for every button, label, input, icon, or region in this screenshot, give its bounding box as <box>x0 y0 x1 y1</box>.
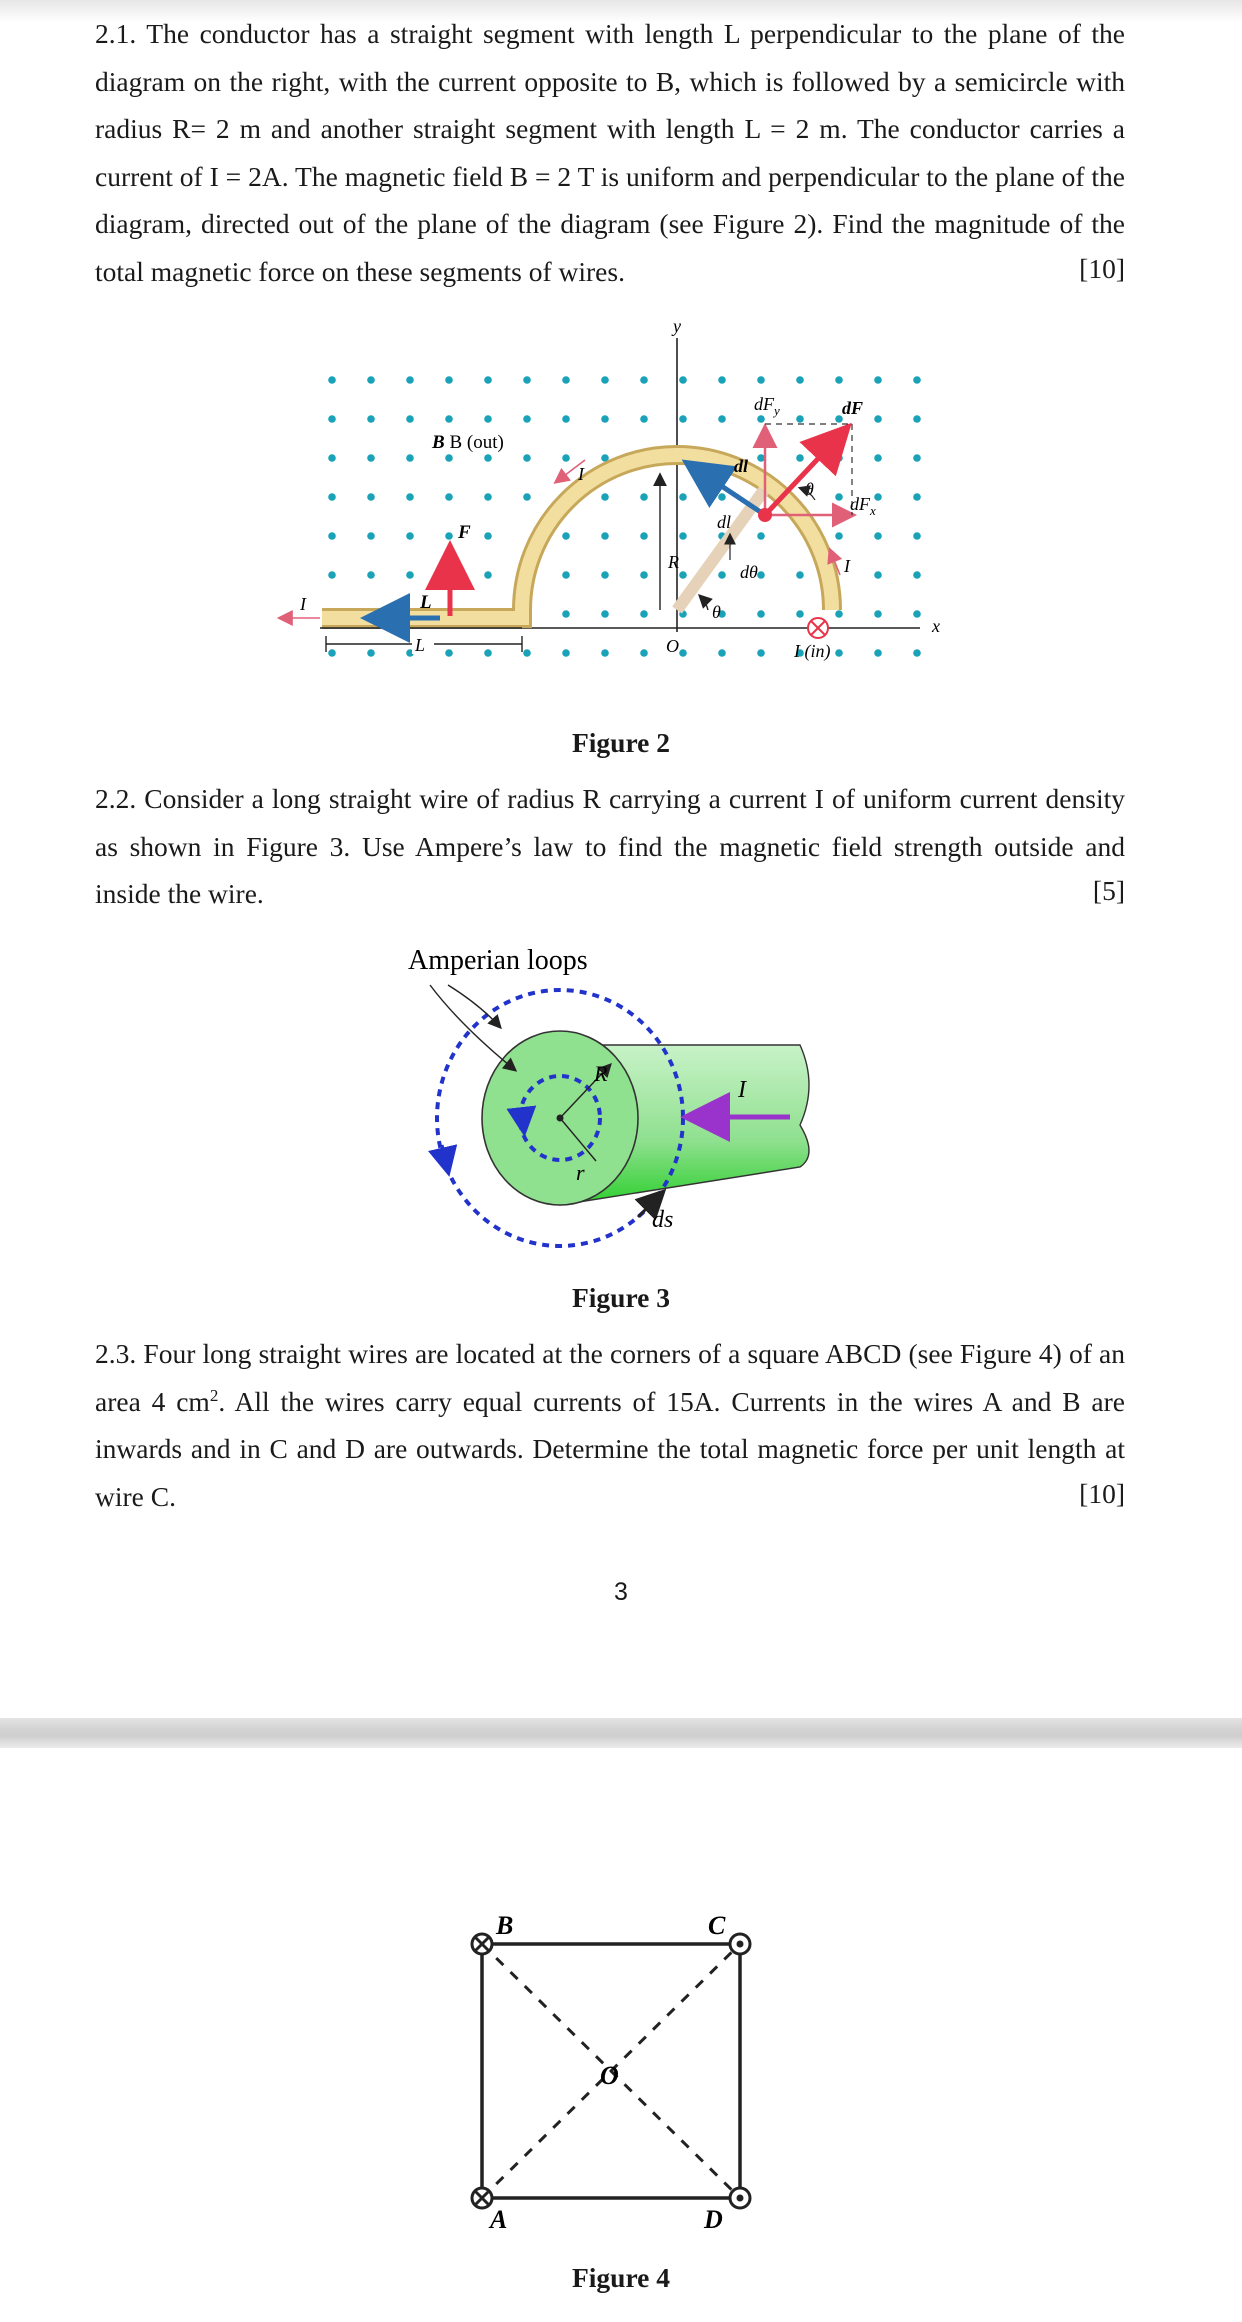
field-dot <box>913 376 921 384</box>
field-dot <box>640 376 648 384</box>
field-dot <box>640 649 648 657</box>
question-2-3-sup: 2 <box>209 1385 219 1405</box>
current-left-label: I <box>300 594 306 614</box>
figure-4-caption: Figure 4 <box>571 2262 671 2293</box>
field-dot <box>874 493 882 501</box>
field-dot <box>406 376 414 384</box>
field-dot <box>679 415 687 423</box>
question-2-1-text: 2.1. The conductor has a straight segment with length L perpendicular to the plane of the diagram on the right, with the current opposite to B, which is followed by a semicircle with radius R= 2 m and another straight segment with length L = 2 m. The conductor carries a current of I = 2A. The magnetic field B = 2 T is uniform and perpendicular to the plane of the diagram, directed out of the plane of the diagram (see Figure 2). Find the magnitude of the total magnetic force on these segments of wires. <box>95 18 1125 287</box>
field-dot <box>679 493 687 501</box>
field-dot <box>406 454 414 462</box>
dl-label: dl <box>717 512 732 532</box>
field-dot <box>445 376 453 384</box>
y-axis-label: y <box>673 316 681 336</box>
length-label: L <box>415 635 426 655</box>
field-dot <box>796 610 804 618</box>
page-gap <box>0 1718 1242 1748</box>
field-dot <box>913 610 921 618</box>
question-2-2-marks: [5] <box>1092 875 1125 906</box>
field-dot <box>445 532 453 540</box>
field-dot <box>601 493 609 501</box>
amperian-loops-title: Amperian loops <box>408 945 588 976</box>
field-dot <box>484 493 492 501</box>
field-dot <box>328 649 336 657</box>
theta-label: θ <box>712 602 721 622</box>
field-dot <box>913 454 921 462</box>
figure-3 <box>400 935 840 1255</box>
field-dot <box>562 415 570 423</box>
df-label: dF <box>842 398 864 418</box>
current-label: I <box>738 1077 746 1103</box>
field-dot <box>679 532 687 540</box>
field-dot <box>757 376 765 384</box>
question-2-3-text-a: 2.3. Four long straight wires are located at the corners of a square ABCD (see Figure 4) of an area 4 cm <box>95 1338 1125 1417</box>
field-dot <box>523 454 531 462</box>
field-dot <box>484 415 492 423</box>
field-dot <box>445 493 453 501</box>
field-dot <box>562 571 570 579</box>
field-dot <box>874 610 882 618</box>
field-dot <box>484 571 492 579</box>
field-dot <box>874 376 882 384</box>
label-d: D <box>704 2205 723 2234</box>
field-dot <box>328 532 336 540</box>
theta2-label: θ <box>805 479 814 499</box>
field-dot <box>367 415 375 423</box>
dtheta-label: dθ <box>740 562 758 582</box>
field-dot <box>796 415 804 423</box>
current-arc-label: I <box>578 464 584 484</box>
field-dot <box>718 376 726 384</box>
label-b: B <box>496 1911 514 1940</box>
field-dot <box>679 376 687 384</box>
b-out-label: B B (out) <box>432 432 504 453</box>
field-dot <box>328 454 336 462</box>
field-dot <box>601 415 609 423</box>
radius-small-label: r <box>576 1160 585 1185</box>
ds-label: ds <box>652 1207 674 1233</box>
field-dot <box>679 649 687 657</box>
figure-3-caption: Figure 3 <box>571 1282 671 1313</box>
field-dot <box>328 376 336 384</box>
field-dot <box>523 493 531 501</box>
field-dot <box>562 649 570 657</box>
x-axis-label: x <box>932 616 940 636</box>
field-dot <box>445 415 453 423</box>
field-dot <box>328 493 336 501</box>
field-dot <box>484 454 492 462</box>
figure-4 <box>450 1898 770 2238</box>
field-dot <box>757 415 765 423</box>
field-dot <box>484 649 492 657</box>
field-dot <box>367 376 375 384</box>
document-page-2 <box>0 1748 1242 2322</box>
question-2-1 <box>95 10 1125 295</box>
field-dot <box>640 571 648 579</box>
field-dot <box>601 376 609 384</box>
field-dot <box>367 649 375 657</box>
df-vector <box>765 430 845 515</box>
field-dot <box>874 571 882 579</box>
wire-b-inward <box>472 1934 492 1954</box>
radius-label: R <box>668 552 679 572</box>
figure-2-caption: Figure 2 <box>571 727 671 758</box>
field-dot <box>913 649 921 657</box>
field-dot <box>601 649 609 657</box>
question-2-3-marks: [10] <box>1079 1478 1125 1509</box>
question-2-3 <box>95 1330 1125 1520</box>
field-dot <box>835 532 843 540</box>
field-dot <box>601 610 609 618</box>
field-dot <box>835 454 843 462</box>
field-dot <box>835 610 843 618</box>
current-right-label: I <box>844 556 850 576</box>
field-dot <box>445 454 453 462</box>
field-dot <box>367 571 375 579</box>
field-dot <box>874 649 882 657</box>
field-dot <box>835 376 843 384</box>
field-dot <box>757 532 765 540</box>
field-dot <box>562 454 570 462</box>
force-label: F <box>458 522 471 543</box>
field-dot <box>757 610 765 618</box>
field-dot <box>406 415 414 423</box>
page-number: 3 <box>614 1578 628 1606</box>
dl-vector-label: dl <box>734 456 749 476</box>
field-dot <box>718 649 726 657</box>
field-dot <box>796 454 804 462</box>
field-dot <box>757 649 765 657</box>
label-a: A <box>490 2205 508 2234</box>
dfy-label: $dF_y$ <box>754 394 780 418</box>
field-dot <box>367 454 375 462</box>
field-dot <box>718 493 726 501</box>
field-dot <box>523 415 531 423</box>
field-dot <box>757 454 765 462</box>
field-dot <box>913 571 921 579</box>
question-2-3-text-b: . All the wires carry equal currents of 15A. Currents in the wires A and B are inwards and in C and D are outwards. Determine the total magnetic force per unit length at wire C. <box>95 1385 1125 1512</box>
question-2-2-text: 2.2. Consider a long straight wire of radius R carrying a current I of uniform current density as shown in Figure 3. Use Ampere’s law to find the magnetic field strength outside and inside the wire. <box>95 783 1125 909</box>
l-vector-label: L <box>420 592 432 613</box>
dfx-label: $dF_x$ <box>850 494 876 518</box>
field-dot <box>874 532 882 540</box>
field-dot <box>757 571 765 579</box>
wire-a-inward <box>472 2188 492 2208</box>
label-o: O <box>600 2061 619 2090</box>
field-dot <box>523 649 531 657</box>
field-dot <box>679 571 687 579</box>
field-dot <box>718 571 726 579</box>
field-dot <box>913 532 921 540</box>
field-dot <box>913 493 921 501</box>
field-dot <box>484 376 492 384</box>
field-dot <box>484 532 492 540</box>
field-dot <box>913 415 921 423</box>
field-dot <box>445 649 453 657</box>
field-dot <box>562 376 570 384</box>
field-dot <box>406 571 414 579</box>
field-dot <box>640 493 648 501</box>
question-2-1-marks: [10] <box>1079 253 1125 284</box>
field-dot <box>523 376 531 384</box>
question-2-2 <box>95 775 1125 918</box>
wire-d-outward <box>730 2188 750 2208</box>
field-dot <box>796 571 804 579</box>
field-dot <box>367 493 375 501</box>
field-dot <box>796 376 804 384</box>
field-dot <box>328 415 336 423</box>
label-c: C <box>708 1911 726 1940</box>
field-dot <box>640 415 648 423</box>
field-dot <box>874 454 882 462</box>
figure-2 <box>260 310 980 710</box>
field-dot <box>640 532 648 540</box>
field-dot <box>874 415 882 423</box>
wire-c-outward <box>730 1934 750 1954</box>
field-dot <box>718 415 726 423</box>
field-dot <box>640 610 648 618</box>
field-dot <box>406 493 414 501</box>
field-dot <box>562 532 570 540</box>
field-dot <box>406 532 414 540</box>
origin-label: O <box>666 636 679 656</box>
field-dot <box>367 532 375 540</box>
field-dot <box>601 532 609 540</box>
field-dot <box>328 571 336 579</box>
field-dot <box>835 649 843 657</box>
field-dot <box>562 610 570 618</box>
radius-big-label: R <box>594 1061 608 1086</box>
field-dot <box>601 571 609 579</box>
current-in-label: I (in) <box>794 641 831 661</box>
field-dot <box>835 493 843 501</box>
